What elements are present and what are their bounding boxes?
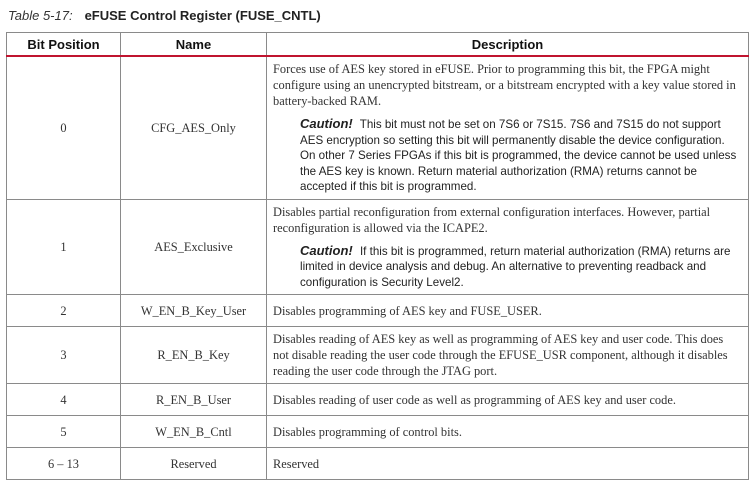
description-cell xyxy=(267,199,749,295)
caution-note xyxy=(300,116,741,195)
field-name-cell: R_EN_B_User xyxy=(121,384,267,416)
table-title: eFUSE Control Register (FUSE_CNTL) xyxy=(84,8,321,23)
bit-position-cell: 6 – 13 xyxy=(7,448,121,480)
field-name-cell: CFG_AES_Only xyxy=(121,56,267,199)
description-cell: Disables reading of user code as well as programming of AES key and user code. xyxy=(267,384,749,416)
table-header-row xyxy=(7,33,749,57)
caution-note xyxy=(300,243,741,291)
field-name-cell: AES_Exclusive xyxy=(121,199,267,295)
bit-position-cell: 3 xyxy=(7,327,121,384)
caution-text: If this bit is programmed, return material authorization (RMA) returns are limited in device analysis and debug. An alternative to preventing readback and configuration is Security Level2. xyxy=(300,244,731,289)
field-name-cell: W_EN_B_Key_User xyxy=(121,295,267,327)
field-name-cell: R_EN_B_Key xyxy=(121,327,267,384)
field-name-cell: Reserved xyxy=(121,448,267,480)
field-name-cell: W_EN_B_Cntl xyxy=(121,416,267,448)
caution-label: Caution! xyxy=(300,116,353,131)
description-text: Forces use of AES key stored in eFUSE. Prior to programming this bit, the FPGA might configure using an unencrypted bitstream, or a bitstream encrypted with a key value stored in battery-backed RAM. xyxy=(273,62,736,108)
description-text: Disables partial reconfiguration from external configuration interfaces. However, partial reconfiguration is allowed via the ICAPE2. xyxy=(273,204,711,235)
table-number: Table 5-17: xyxy=(8,8,73,23)
table-caption xyxy=(8,8,321,24)
bit-position-cell: 5 xyxy=(7,416,121,448)
table-row xyxy=(7,56,749,199)
table-row xyxy=(7,384,749,416)
column-header-bit-position: Bit Position xyxy=(7,33,121,57)
column-header-name: Name xyxy=(121,33,267,57)
description-cell xyxy=(267,56,749,199)
bit-position-cell: 2 xyxy=(7,295,121,327)
table-row xyxy=(7,295,749,327)
caution-text: This bit must not be set on 7S6 or 7S15. 7S6 and 7S15 do not support AES encryption so setting this bit will permanently disable the device configuration. On other 7 Series FPGAs if this bit is programmed, the device cannot be used unless the AES key is known. Return material authorization (RMA) returns cannot be accepted if this bit is programmed. xyxy=(300,118,737,193)
register-table xyxy=(6,32,749,480)
table-row xyxy=(7,327,749,384)
column-header-description: Description xyxy=(267,33,749,57)
bit-position-cell: 4 xyxy=(7,384,121,416)
table-row xyxy=(7,416,749,448)
description-cell: Disables programming of AES key and FUSE_USER. xyxy=(267,295,749,327)
table-row xyxy=(7,448,749,480)
bit-position-cell: 0 xyxy=(7,56,121,199)
bit-position-cell: 1 xyxy=(7,199,121,295)
caution-label: Caution! xyxy=(300,242,353,258)
description-cell: Disables programming of control bits. xyxy=(267,416,749,448)
description-cell: Reserved xyxy=(267,448,749,480)
description-cell: Disables reading of AES key as well as programming of AES key and user code. This does not disable reading the user code through the EFUSE_USR component, although it disables reading the user code through the JTAG port. xyxy=(267,327,749,384)
table-row xyxy=(7,199,749,295)
